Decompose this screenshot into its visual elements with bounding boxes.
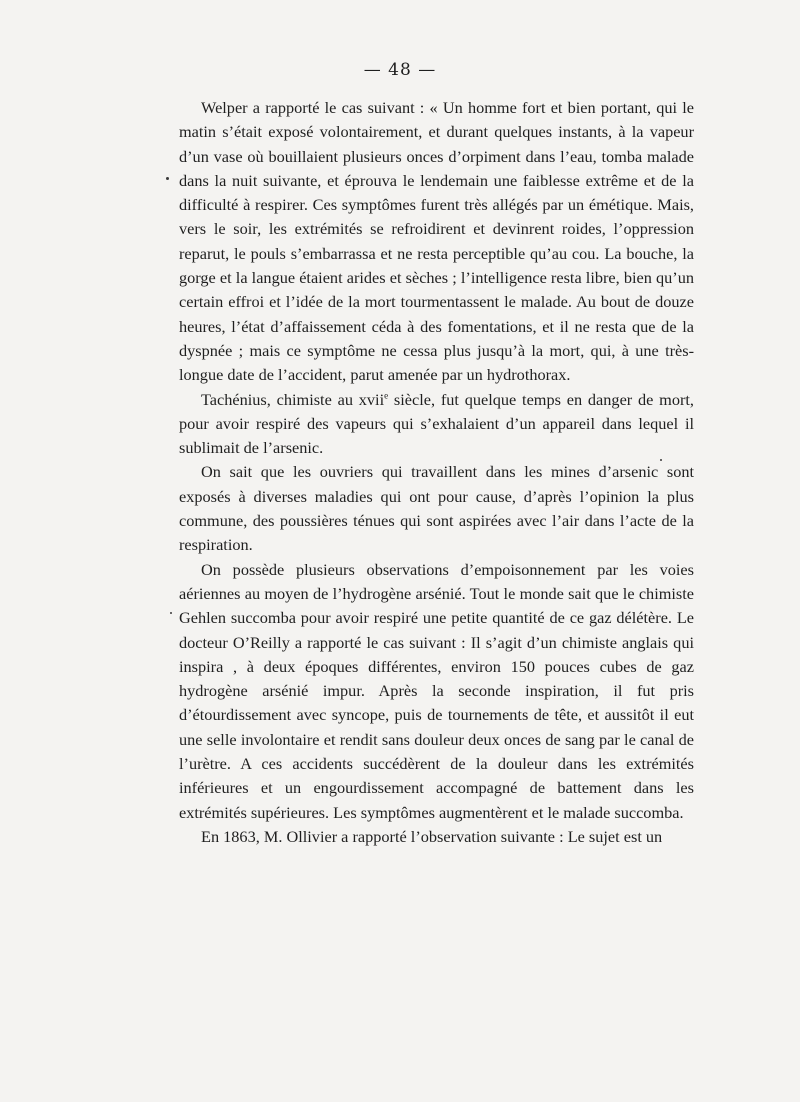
paragraph-mines: On sait que les ouvriers qui travaillent dans les mines d’arsenic sont exposés à diverses maladies qui ont pour cause, d’après l’opinion la plus commune, des poussières ténues qui sont aspirées avec l’air dans l’acte de la respiration. bbox=[179, 462, 694, 555]
century-superscript: e bbox=[384, 390, 389, 401]
ink-speck bbox=[166, 177, 169, 180]
page-number: — 48 — bbox=[363, 60, 437, 80]
paragraph-hydrogene: On possède plusieurs observations d’empoisonnement par les voies aériennes au moyen de l’hydrogène arsénié. Tout le monde sait que le chimiste Gehlen succomba pour avoir respiré une petite quantité de ce gaz délétère. Le docteur O’Reilly a rapporté le cas suivant : Il s’agit d’un chimiste anglais qui inspira , à deux époques différentes, environ 150 pouces cubes de gaz hydrogène arsénié impur. Après la seconde inspiration, il fut pris d’étourdissement avec syncope, puis de tournements de tête, et aussitôt il eut une selle involontaire et rendit sans douleur deux onces de sang par le canal de l’urètre. A ces accidents succédèrent de la douleur dans les extrémités inférieures et un engourdissement accompagné de battement dans les extrémités supérieures. Les symptômes augmentèrent et le malade succomba. bbox=[179, 559, 694, 822]
paragraph-welper: Welper a rapporté le cas suivant : « Un homme fort et bien portant, qui le matin s’était exposé volontairement, et durant quelques instants, à la vapeur d’un vase où bouillaient plusieurs onces d’orpiment dans l’eau, tomba malade dans la nuit suivante, et éprouva le lendemain une faiblesse extrême et de la difficulté à respirer. Ces symptômes furent très allégés par un émétique. Mais, vers le soir, les extrémités se refroidirent et devinrent roides, l’oppression reparut, le pouls s’embarrassa et ne resta perceptible qu’au cou. La bouche, la gorge et la langue étaient arides et sèches ; l’intelligence resta libre, bien qu’un certain effroi et l’idée de la mort tourmentassent le malade. Au bout de douze heures, l’état d’affaissement céda à des fomentations, et il ne resta que de la dyspnée ; mais ce symptôme ne cessa plus jusqu’à la mort, qui, à une très-longue date de l’accident, parut amenée par un hydrothorax. bbox=[179, 98, 694, 385]
tachenius-rest: siècle, fut quelque temps en danger de mort, pour avoir respiré des vapeurs qui s’exhalaient d’un appareil dans lequel il sublimait de l’arsenic. bbox=[179, 389, 694, 458]
tachenius-lead: Tachénius, chimiste au xvii bbox=[201, 389, 385, 409]
ink-speck bbox=[170, 612, 172, 614]
paragraph-ollivier: En 1863, M. Ollivier a rapporté l’observation suivante : Le sujet est un bbox=[201, 826, 663, 846]
paragraph-tachenius bbox=[179, 388, 694, 461]
ink-speck bbox=[660, 459, 662, 461]
body-text bbox=[179, 96, 694, 849]
